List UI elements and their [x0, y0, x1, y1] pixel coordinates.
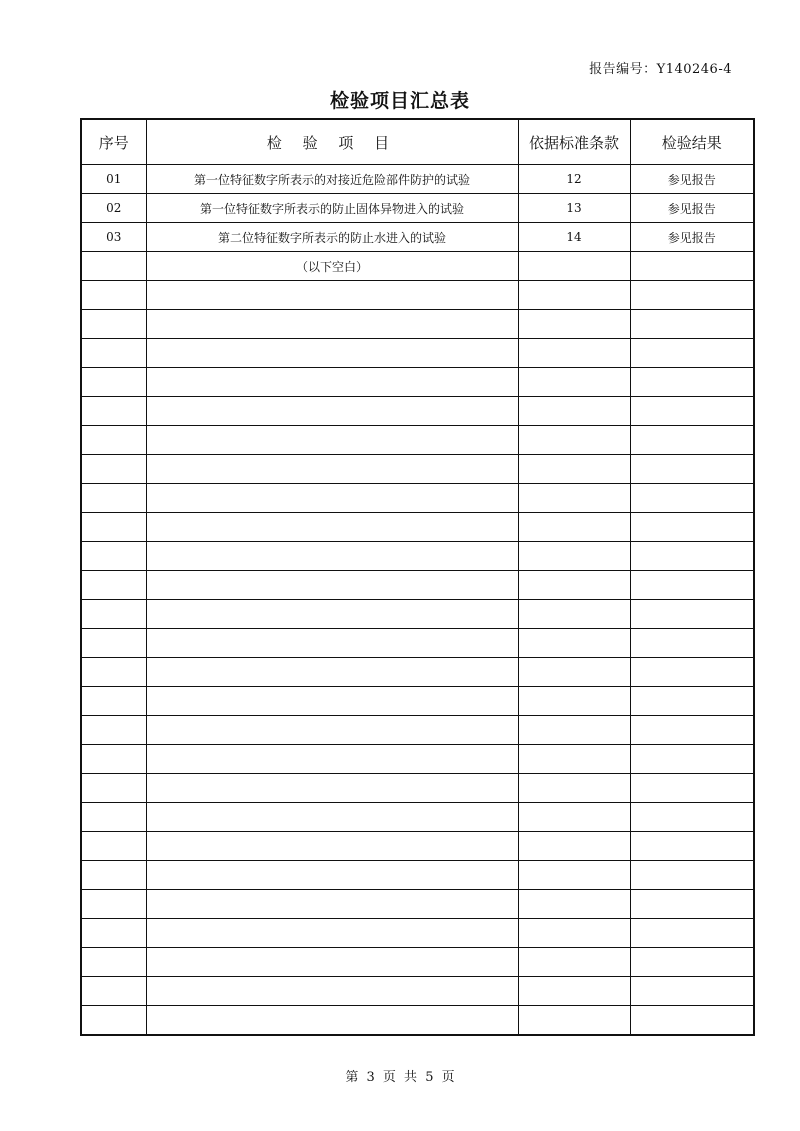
- empty-cell: [81, 774, 146, 803]
- empty-cell: [81, 513, 146, 542]
- empty-cell: [146, 687, 518, 716]
- empty-cell: [630, 426, 754, 455]
- empty-cell: [146, 716, 518, 745]
- empty-cell: [518, 716, 630, 745]
- empty-cell: [81, 397, 146, 426]
- empty-cell: [518, 1006, 630, 1036]
- empty-cell: [146, 832, 518, 861]
- empty-cell: [146, 571, 518, 600]
- empty-cell: [630, 397, 754, 426]
- empty-cell: [81, 1006, 146, 1036]
- empty-cell: [630, 513, 754, 542]
- empty-table-row: [81, 919, 754, 948]
- empty-cell: [146, 977, 518, 1006]
- empty-cell: [630, 861, 754, 890]
- table-header-row: [81, 119, 754, 165]
- empty-cell: [518, 629, 630, 658]
- empty-cell: [518, 919, 630, 948]
- empty-cell: [518, 571, 630, 600]
- empty-cell: [81, 571, 146, 600]
- empty-cell: [146, 948, 518, 977]
- inspection-summary-table: [80, 118, 755, 1036]
- header-result: 检验结果: [630, 119, 754, 165]
- empty-cell: [630, 977, 754, 1006]
- empty-cell: [81, 281, 146, 310]
- empty-cell: [630, 745, 754, 774]
- empty-table-row: [81, 397, 754, 426]
- empty-cell: [81, 716, 146, 745]
- empty-cell: [630, 310, 754, 339]
- header-item: 检 验 项 目: [146, 119, 518, 165]
- empty-cell: [81, 745, 146, 774]
- empty-table-row: [81, 571, 754, 600]
- empty-cell: [81, 948, 146, 977]
- empty-cell: [518, 484, 630, 513]
- empty-cell: [630, 542, 754, 571]
- empty-cell: [81, 919, 146, 948]
- empty-table-row: [81, 977, 754, 1006]
- empty-cell: [630, 774, 754, 803]
- empty-cell: [518, 339, 630, 368]
- empty-cell: [81, 310, 146, 339]
- report-number: 报告编号：Y140246-4: [589, 62, 732, 77]
- empty-cell: [518, 455, 630, 484]
- empty-table-row: [81, 542, 754, 571]
- empty-cell: [630, 832, 754, 861]
- empty-cell: [146, 629, 518, 658]
- empty-cell: [146, 745, 518, 774]
- page-footer: 第 3 页 共 5 页: [345, 1070, 455, 1085]
- empty-table-row: [81, 890, 754, 919]
- cell-seq: 03: [81, 223, 146, 252]
- empty-cell: [518, 832, 630, 861]
- empty-cell: [81, 977, 146, 1006]
- empty-cell: [518, 803, 630, 832]
- empty-cell: [630, 1006, 754, 1036]
- empty-cell: [518, 774, 630, 803]
- empty-cell: [630, 600, 754, 629]
- empty-table-row: [81, 455, 754, 484]
- empty-cell: [630, 919, 754, 948]
- empty-cell: [146, 368, 518, 397]
- empty-table-row: [81, 281, 754, 310]
- empty-cell: [630, 368, 754, 397]
- empty-cell: [81, 542, 146, 571]
- empty-table-row: [81, 774, 754, 803]
- empty-cell: [81, 687, 146, 716]
- empty-cell: [518, 745, 630, 774]
- empty-table-row: [81, 368, 754, 397]
- cell-clause: 13: [518, 194, 630, 223]
- empty-cell: [81, 832, 146, 861]
- empty-cell: [518, 310, 630, 339]
- empty-table-row: [81, 484, 754, 513]
- empty-cell: [630, 629, 754, 658]
- empty-cell: [518, 426, 630, 455]
- cell-clause: 12: [518, 165, 630, 194]
- empty-table-row: [81, 832, 754, 861]
- cell-result: [630, 252, 754, 281]
- empty-cell: [518, 513, 630, 542]
- cell-seq: [81, 252, 146, 281]
- empty-cell: [518, 281, 630, 310]
- cell-item: 第一位特征数字所表示的防止固体异物进入的试验: [146, 194, 518, 223]
- empty-cell: [146, 861, 518, 890]
- empty-table-row: [81, 861, 754, 890]
- cell-clause: [518, 252, 630, 281]
- cell-clause: 14: [518, 223, 630, 252]
- empty-cell: [630, 281, 754, 310]
- empty-table-row: [81, 426, 754, 455]
- table-row: [81, 165, 754, 194]
- empty-cell: [630, 484, 754, 513]
- empty-cell: [146, 339, 518, 368]
- empty-cell: [146, 1006, 518, 1036]
- empty-cell: [630, 948, 754, 977]
- empty-cell: [81, 339, 146, 368]
- header-seq: 序号: [81, 119, 146, 165]
- page-title: 检验项目汇总表: [329, 90, 470, 112]
- empty-cell: [518, 542, 630, 571]
- empty-cell: [146, 397, 518, 426]
- empty-cell: [81, 861, 146, 890]
- empty-cell: [146, 455, 518, 484]
- empty-cell: [630, 803, 754, 832]
- empty-cell: [146, 890, 518, 919]
- empty-cell: [81, 426, 146, 455]
- empty-cell: [518, 861, 630, 890]
- empty-cell: [146, 919, 518, 948]
- empty-table-row: [81, 687, 754, 716]
- cell-blank-note: （以下空白）: [146, 252, 518, 281]
- cell-result: 参见报告: [630, 194, 754, 223]
- empty-cell: [630, 455, 754, 484]
- table-row: [81, 194, 754, 223]
- empty-cell: [81, 455, 146, 484]
- empty-table-row: [81, 629, 754, 658]
- empty-cell: [518, 948, 630, 977]
- table-row: [81, 252, 754, 281]
- empty-cell: [146, 484, 518, 513]
- empty-cell: [146, 542, 518, 571]
- empty-cell: [146, 658, 518, 687]
- empty-cell: [146, 281, 518, 310]
- table-body: [81, 165, 754, 1036]
- empty-cell: [518, 658, 630, 687]
- empty-cell: [518, 600, 630, 629]
- empty-cell: [518, 687, 630, 716]
- cell-result: 参见报告: [630, 165, 754, 194]
- table-row: [81, 223, 754, 252]
- empty-cell: [146, 513, 518, 542]
- empty-cell: [630, 687, 754, 716]
- empty-cell: [518, 397, 630, 426]
- empty-cell: [81, 368, 146, 397]
- empty-table-row: [81, 716, 754, 745]
- empty-cell: [518, 977, 630, 1006]
- empty-cell: [81, 890, 146, 919]
- cell-seq: 01: [81, 165, 146, 194]
- empty-cell: [146, 310, 518, 339]
- cell-item: 第一位特征数字所表示的对接近危险部件防护的试验: [146, 165, 518, 194]
- empty-table-row: [81, 658, 754, 687]
- cell-result: 参见报告: [630, 223, 754, 252]
- empty-cell: [81, 600, 146, 629]
- empty-cell: [81, 658, 146, 687]
- empty-table-row: [81, 803, 754, 832]
- empty-table-row: [81, 948, 754, 977]
- empty-cell: [146, 600, 518, 629]
- empty-cell: [630, 339, 754, 368]
- empty-cell: [630, 658, 754, 687]
- empty-cell: [630, 716, 754, 745]
- empty-cell: [146, 803, 518, 832]
- empty-table-row: [81, 310, 754, 339]
- empty-table-row: [81, 513, 754, 542]
- empty-table-row: [81, 339, 754, 368]
- empty-cell: [518, 890, 630, 919]
- empty-cell: [630, 890, 754, 919]
- empty-table-row: [81, 745, 754, 774]
- empty-table-row: [81, 1006, 754, 1036]
- cell-item: 第二位特征数字所表示的防止水进入的试验: [146, 223, 518, 252]
- empty-cell: [146, 774, 518, 803]
- empty-cell: [518, 368, 630, 397]
- cell-seq: 02: [81, 194, 146, 223]
- empty-cell: [81, 484, 146, 513]
- empty-cell: [81, 629, 146, 658]
- empty-cell: [146, 426, 518, 455]
- empty-table-row: [81, 600, 754, 629]
- empty-cell: [630, 571, 754, 600]
- header-clause: 依据标准条款: [518, 119, 630, 165]
- empty-cell: [81, 803, 146, 832]
